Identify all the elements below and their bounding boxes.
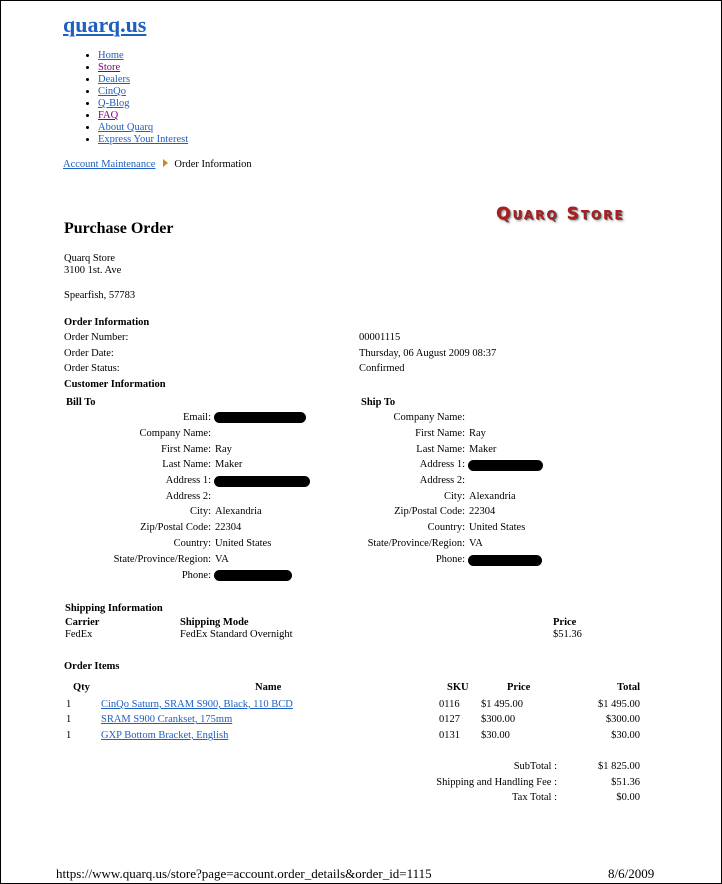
bill-email-label: Email: bbox=[183, 412, 211, 423]
order-date-label: Order Date: bbox=[64, 348, 114, 359]
footer-url: https://www.quarq.us/store?page=account.order_details&order_id=1115 bbox=[56, 866, 432, 881]
bill-addr1-label: Address 1: bbox=[165, 475, 211, 486]
bill-last-value: Maker bbox=[215, 459, 243, 470]
item-sku: 0127 bbox=[439, 714, 460, 725]
order-number-value: 00001115 bbox=[359, 332, 401, 343]
bill-city-value: Alexandria bbox=[215, 506, 262, 517]
store-logo: Quarq Store bbox=[496, 204, 625, 224]
nav-link-faq[interactable]: FAQ bbox=[98, 110, 119, 121]
ship-phone-redaction bbox=[468, 555, 542, 566]
ship-state-label: State/Province/Region: bbox=[367, 538, 465, 549]
breadcrumb-arrow-icon bbox=[163, 159, 168, 167]
nav-item-about bbox=[98, 122, 188, 134]
subtotal-label: SubTotal : bbox=[513, 761, 557, 772]
customer-info-heading: Customer Information bbox=[64, 379, 166, 390]
site-logo-link[interactable]: quarq.us bbox=[63, 12, 147, 37]
ship-first-label: First Name: bbox=[415, 428, 465, 439]
tax-total-value: $0.00 bbox=[616, 792, 640, 803]
ship-first-value: Ray bbox=[469, 428, 486, 439]
bill-addr2-label: Address 2: bbox=[165, 491, 211, 502]
bill-last-label: Last Name: bbox=[162, 459, 211, 470]
nav-item-store bbox=[98, 62, 188, 74]
item-qty: 1 bbox=[66, 730, 72, 741]
ship-city-value: Alexandria bbox=[469, 491, 516, 502]
nav-item-home bbox=[98, 50, 188, 62]
page-title: Purchase Order bbox=[64, 220, 174, 237]
bill-state-value: VA bbox=[215, 554, 229, 565]
item-name-link[interactable]: GXP Bottom Bracket, English bbox=[101, 730, 229, 741]
item-qty: 1 bbox=[66, 714, 72, 725]
nav-link-home[interactable]: Home bbox=[98, 50, 124, 61]
breadcrumb-parent-link[interactable]: Account Maintenance bbox=[63, 159, 156, 170]
item-total: $30.00 bbox=[611, 730, 640, 741]
item-price: $300.00 bbox=[481, 714, 516, 725]
carrier-header: Carrier bbox=[65, 617, 100, 628]
bill-city-label: City: bbox=[189, 506, 211, 517]
ship-last-value: Maker bbox=[469, 444, 497, 455]
carrier-value: FedEx bbox=[65, 629, 93, 640]
item-sku: 0116 bbox=[439, 699, 460, 710]
ship-to-heading: Ship To bbox=[361, 397, 396, 408]
nav-item-cinqo bbox=[98, 86, 188, 98]
ship-zip-value: 22304 bbox=[469, 506, 496, 517]
nav-link-store[interactable]: Store bbox=[98, 62, 121, 73]
item-price: $1 495.00 bbox=[481, 699, 523, 710]
nav-item-faq bbox=[98, 110, 188, 122]
item-total: $300.00 bbox=[605, 714, 640, 725]
order-status-label: Order Status: bbox=[64, 363, 120, 374]
shipping-price-value: $51.36 bbox=[553, 629, 582, 640]
ship-city-label: City: bbox=[443, 491, 465, 502]
item-qty: 1 bbox=[66, 699, 72, 710]
main-nav bbox=[62, 50, 188, 146]
ship-phone-label: Phone: bbox=[435, 554, 465, 565]
qty-header: Qty bbox=[73, 682, 90, 693]
order-number-label: Order Number: bbox=[64, 332, 129, 343]
tax-total-label: Tax Total : bbox=[512, 792, 557, 803]
bill-country-value: United States bbox=[215, 538, 272, 549]
shipping-mode-header: Shipping Mode bbox=[180, 617, 249, 628]
bill-phone-redaction bbox=[214, 570, 292, 581]
price-header: Price bbox=[507, 682, 531, 693]
shipping-fee-label: Shipping and Handling Fee : bbox=[436, 777, 557, 788]
ship-addr1-label: Address 1: bbox=[419, 459, 465, 470]
ship-addr1-redaction bbox=[468, 460, 543, 471]
nav-link-cinqo[interactable]: CinQo bbox=[98, 86, 127, 97]
ship-country-value: United States bbox=[469, 522, 526, 533]
order-date-value: Thursday, 06 August 2009 08:37 bbox=[359, 348, 497, 359]
ship-state-value: VA bbox=[469, 538, 483, 549]
sku-header: SKU bbox=[447, 682, 469, 693]
ship-addr2-label: Address 2: bbox=[419, 475, 465, 486]
footer-date: 8/6/2009 bbox=[608, 866, 655, 881]
store-street: 3100 1st. Ave bbox=[64, 265, 122, 276]
subtotal-value: $1 825.00 bbox=[598, 761, 640, 772]
order-status-value: Confirmed bbox=[359, 363, 405, 374]
shipping-fee-value: $51.36 bbox=[611, 777, 640, 788]
bill-email-redaction bbox=[214, 412, 306, 423]
bill-zip-label: Zip/Postal Code: bbox=[140, 522, 211, 533]
ship-zip-label: Zip/Postal Code: bbox=[394, 506, 465, 517]
nav-link-about[interactable]: About Quarq bbox=[98, 122, 154, 133]
item-price: $30.00 bbox=[481, 730, 510, 741]
bill-to-heading: Bill To bbox=[66, 397, 96, 408]
nav-item-dealers bbox=[98, 74, 188, 86]
bill-state-label: State/Province/Region: bbox=[113, 554, 211, 565]
bill-zip-value: 22304 bbox=[215, 522, 242, 533]
item-name-link[interactable]: SRAM S900 Crankset, 175mm bbox=[101, 714, 233, 725]
bill-first-label: First Name: bbox=[161, 444, 211, 455]
bill-company-label: Company Name: bbox=[139, 428, 211, 439]
store-name: Quarq Store bbox=[64, 253, 116, 264]
shipping-info-heading: Shipping Information bbox=[65, 603, 163, 614]
order-items-heading: Order Items bbox=[64, 661, 120, 672]
item-total: $1 495.00 bbox=[598, 699, 640, 710]
bill-phone-label: Phone: bbox=[181, 570, 211, 581]
bill-addr1-redaction bbox=[214, 476, 310, 487]
bill-country-label: Country: bbox=[173, 538, 211, 549]
breadcrumb bbox=[63, 159, 252, 170]
item-name-link[interactable]: CinQo Saturn, SRAM S900, Black, 110 BCD bbox=[101, 699, 293, 710]
breadcrumb-current: Order Information bbox=[174, 159, 252, 170]
nav-link-interest[interactable]: Express Your Interest bbox=[98, 134, 189, 145]
ship-last-label: Last Name: bbox=[416, 444, 465, 455]
shipping-price-header: Price bbox=[553, 617, 577, 628]
ship-company-label: Company Name: bbox=[393, 412, 465, 423]
total-header: Total bbox=[617, 682, 640, 693]
nav-link-qblog[interactable]: Q-Blog bbox=[98, 98, 130, 109]
name-header: Name bbox=[255, 682, 282, 693]
nav-item-interest bbox=[98, 134, 188, 146]
nav-link-dealers[interactable]: Dealers bbox=[98, 74, 131, 85]
order-info-heading: Order Information bbox=[64, 317, 150, 328]
ship-country-label: Country: bbox=[427, 522, 465, 533]
item-sku: 0131 bbox=[439, 730, 460, 741]
bill-first-value: Ray bbox=[215, 444, 232, 455]
shipping-mode-value: FedEx Standard Overnight bbox=[180, 629, 293, 640]
store-city: Spearfish, 57783 bbox=[64, 290, 136, 301]
nav-item-qblog bbox=[98, 98, 188, 110]
